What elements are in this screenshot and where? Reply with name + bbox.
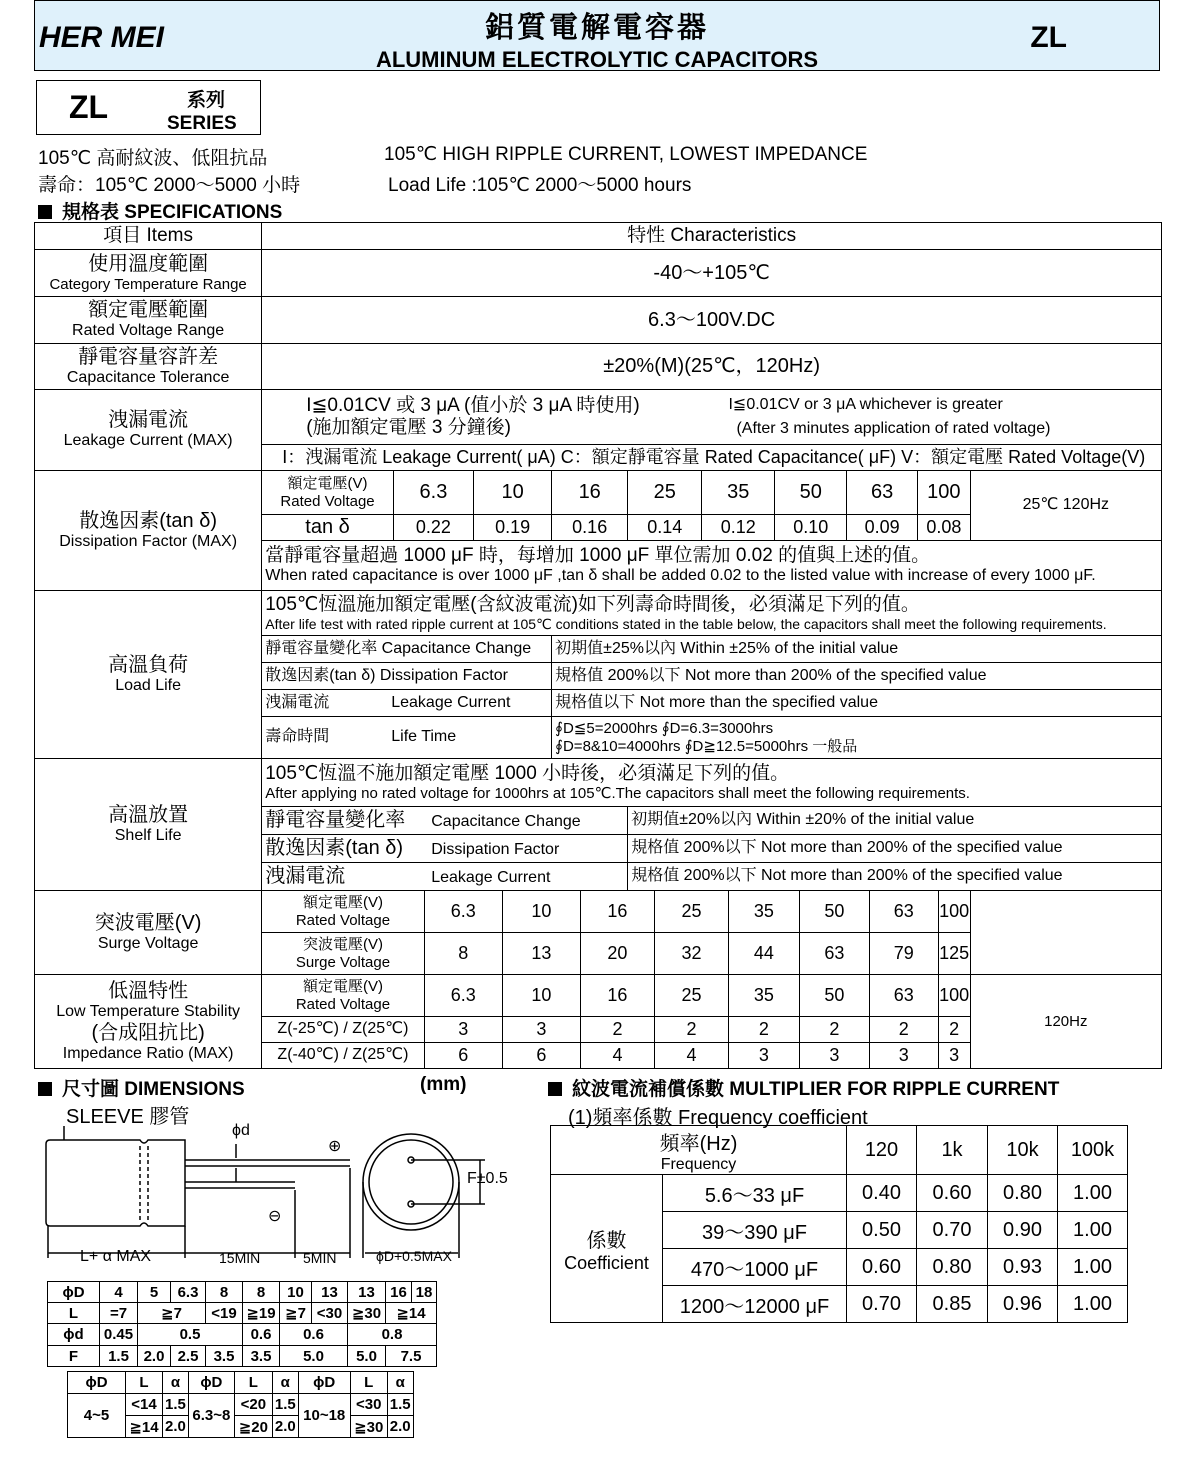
z25-label: Z(-25℃) / Z(25℃) (262, 1017, 424, 1043)
dt1-header-l: L (48, 1303, 100, 1324)
series-cn: 系列 (187, 90, 226, 111)
dt2-l-cell: ≧30 (350, 1416, 387, 1438)
dt1-pd-cell: 0.45 (100, 1324, 138, 1346)
voltage-range-value: 6.3～100V.DC (262, 297, 1162, 344)
dt1-d-cell: 13 (312, 1282, 348, 1303)
dt2-header-l: L (350, 1372, 387, 1394)
dt1-d-cell: 10 (280, 1282, 312, 1303)
dt1-header-f: F (48, 1346, 100, 1367)
minus-terminal-icon: ⊖ (268, 1208, 282, 1225)
dt2-range-cell: 10~18 (298, 1394, 350, 1438)
dt1-l-cell: ≧7 (280, 1303, 312, 1324)
dt1-d-cell: 6.3 (171, 1282, 206, 1303)
dt2-a-cell: 1.5 (272, 1394, 298, 1416)
dt2-header-a: α (387, 1372, 413, 1394)
z25-cell: 2 (728, 1017, 799, 1043)
coefficient-header: 係數 Coefficient (551, 1175, 663, 1323)
low-temp-label: 低溫特性 Low Temperature Stability (合成阻抗比) Impedance Ratio (MAX) (35, 975, 262, 1069)
title-english: ALUMINUM ELECTROLYTIC CAPACITORS (375, 47, 819, 72)
z40-cell: 6 (502, 1043, 580, 1069)
df-volt-cell: 63 (847, 471, 918, 515)
cap-range-cell: 1200～12000 μF (663, 1286, 847, 1323)
df-volt-cell: 35 (702, 471, 775, 515)
coef-cell: 0.40 (847, 1175, 917, 1212)
surge-volt-cell: 6.3 (424, 891, 502, 933)
z25-cell: 2 (938, 1017, 970, 1043)
dt1-pd-cell: 0.6 (280, 1324, 348, 1346)
dt1-f-cell: 7.5 (386, 1346, 437, 1367)
lt-volt-cell: 16 (580, 975, 654, 1017)
df-rv-label: 額定電壓(V) Rated Voltage (262, 471, 394, 515)
df-condition: 25℃ 120Hz (970, 471, 1161, 541)
z40-cell: 4 (580, 1043, 654, 1069)
dt1-f-cell: 2.0 (138, 1346, 171, 1367)
coef-cell: 1.00 (1058, 1212, 1128, 1249)
lt-condition: 120Hz (970, 975, 1161, 1069)
cap-range-cell: 39～390 μF (663, 1212, 847, 1249)
shelf-cap-change-value: 初期值±20%以內 Within ±20% of the initial value (628, 807, 1162, 835)
surge-volt-cell: 10 (502, 891, 580, 933)
leakage-label: 洩漏電流 Leakage Current (MAX) (35, 390, 262, 471)
items-header: 項目 Items (35, 223, 262, 250)
z40-cell: 4 (654, 1043, 728, 1069)
load-df-label: 散逸因素(tan δ) Dissipation Factor (262, 663, 552, 690)
surge-volt-cell: 63 (869, 891, 938, 933)
min15-label: 15MIN (219, 1250, 261, 1266)
surge-value-cell: 8 (424, 933, 502, 975)
lt-rv-label: 額定電壓(V) Rated Voltage (262, 975, 424, 1017)
freq-cell: 10k (988, 1126, 1058, 1175)
surge-label: 突波電壓(V) Surge Voltage (35, 891, 262, 975)
coef-cell: 0.90 (988, 1212, 1058, 1249)
df-volt-cell: 100 (918, 471, 970, 515)
dt1-l-cell: <19 (206, 1303, 243, 1324)
min5-label: 5MIN (303, 1250, 337, 1266)
feature-cn-2: 壽命：105℃ 2000～5000 小時 (38, 175, 301, 196)
freq-cell: 1k (917, 1126, 988, 1175)
leakage-legend: I：洩漏電流 Leakage Current( μA) C：額定靜電容量 Rated Capacitance( μF) V：額定電壓 Rated Voltage(V) (262, 445, 1162, 471)
dimension-table-1 (47, 1281, 437, 1367)
freq-cell: 100k (1058, 1126, 1128, 1175)
characteristics-header: 特性 Characteristics (262, 223, 1162, 250)
surge-rv-label: 額定電壓(V) Rated Voltage (262, 891, 424, 933)
dt2-a-cell: 1.5 (163, 1394, 189, 1416)
dt1-l-cell: ≧7 (138, 1303, 206, 1324)
shelf-df-value: 規格值 200%以下 Not more than 200% of the specified value (628, 835, 1162, 863)
diameter-max-label: ϕD+0.5MAX (376, 1248, 452, 1264)
surge-value-cell: 44 (728, 933, 799, 975)
dt2-range-cell: 6.3~8 (188, 1394, 234, 1438)
dt1-l-cell: ≧14 (386, 1303, 437, 1324)
shelf-cap-change-label: 靜電容量變化率 Capacitance Change (262, 807, 628, 835)
dt2-a-cell: 2.0 (163, 1416, 189, 1438)
dt2-a-cell: 1.5 (387, 1394, 413, 1416)
surge-volt-cell: 16 (580, 891, 654, 933)
z40-cell: 3 (799, 1043, 869, 1069)
coef-cell: 0.70 (847, 1286, 917, 1323)
dt1-pd-cell: 0.5 (138, 1324, 243, 1346)
title-chinese: 鋁質電解電容器 (484, 10, 709, 44)
tolerance-value: ±20%(M)(25℃，120Hz) (262, 344, 1162, 390)
load-leak-label: 洩漏電流 Leakage Current (262, 690, 552, 717)
dt2-l-cell: <14 (126, 1394, 163, 1416)
surge-volt-cell: 35 (728, 891, 799, 933)
dt2-a-cell: 2.0 (272, 1416, 298, 1438)
coef-cell: 0.80 (988, 1175, 1058, 1212)
coef-cell: 0.70 (917, 1212, 988, 1249)
pitch-label: F±0.5 (467, 1170, 508, 1187)
surge-volt-cell: 25 (654, 891, 728, 933)
coef-cell: 1.00 (1058, 1175, 1128, 1212)
shelf-life-label: 高溫放置 Shelf Life (35, 759, 262, 891)
dt1-header-d: ϕD (48, 1282, 100, 1303)
surge-sv-label: 突波電壓(V) Surge Voltage (262, 933, 424, 975)
dt2-header-l: L (234, 1372, 272, 1394)
spec-title: 規格表 SPECIFICATIONS (38, 197, 282, 224)
coef-cell: 0.60 (847, 1249, 917, 1286)
dt1-d-cell: 8 (206, 1282, 243, 1303)
df-value-cell: 0.12 (702, 515, 775, 541)
ripple-table (550, 1125, 1128, 1323)
load-lifetime-value: ∮D≦5=2000hrs ∮D=6.3=3000hrs ∮D=8&10=4000hrs ∮D≧12.5=5000hrs 一般品 (552, 717, 1162, 759)
dimensions-unit: (mm) (420, 1074, 467, 1095)
z25-cell: 2 (869, 1017, 938, 1043)
series-en: SERIES (167, 113, 237, 134)
temp-range-value: -40～+105℃ (262, 250, 1162, 297)
z40-cell: 3 (869, 1043, 938, 1069)
dt1-f-cell: 3.5 (243, 1346, 280, 1367)
df-volt-cell: 16 (552, 471, 628, 515)
z25-cell: 3 (424, 1017, 502, 1043)
brand-name: HER MEI (39, 21, 165, 54)
df-note: 當靜電容量超過 1000 μF 時，每增加 1000 μF 單位需加 0.02 的值與上述的值。 When rated capacitance is over 1000 μF ,tan δ shall be added 0.02 to the listed value with increase of every 1000 μF. (262, 541, 1162, 591)
dt2-header-d: ϕD (188, 1372, 234, 1394)
leakage-formula-cn: I≦0.01CV 或 3 μA (值小於 3 μA 時使用) (施加額定電壓 3 分鐘後) (262, 390, 729, 445)
coef-cell: 0.80 (917, 1249, 988, 1286)
dt2-header-l: L (126, 1372, 163, 1394)
lt-volt-cell: 35 (728, 975, 799, 1017)
df-volt-cell: 50 (775, 471, 847, 515)
dt2-l-cell: <20 (234, 1394, 272, 1416)
df-volt-cell: 25 (628, 471, 702, 515)
df-value-cell: 0.22 (393, 515, 473, 541)
coef-cell: 0.50 (847, 1212, 917, 1249)
z25-cell: 3 (502, 1017, 580, 1043)
df-label: 散逸因素(tan δ) Dissipation Factor (MAX) (35, 471, 262, 591)
z25-cell: 2 (654, 1017, 728, 1043)
dt1-pd-cell: 0.6 (243, 1324, 280, 1346)
shelf-leak-value: 規格值 200%以下 Not more than 200% of the specified value (628, 863, 1162, 891)
dt2-l-cell: <30 (350, 1394, 387, 1416)
z40-cell: 6 (424, 1043, 502, 1069)
z25-cell: 2 (580, 1017, 654, 1043)
df-value-cell: 0.16 (552, 515, 628, 541)
df-value-cell: 0.19 (474, 515, 552, 541)
dt1-f-cell: 5.0 (348, 1346, 386, 1367)
surge-value-cell: 13 (502, 933, 580, 975)
z40-cell: 3 (938, 1043, 970, 1069)
sleeve-label: SLEEVE 膠管 (66, 1106, 190, 1128)
feature-en-1: 105℃ HIGH RIPPLE CURRENT, LOWEST IMPEDANCE (384, 144, 868, 165)
dt2-a-cell: 2.0 (387, 1416, 413, 1438)
surge-volt-cell: 100 (938, 891, 970, 933)
load-cap-change-label: 靜電容量變化率 Capacitance Change (262, 636, 552, 663)
dt2-header-d: ϕD (298, 1372, 350, 1394)
freq-header: 頻率(Hz) Frequency (551, 1126, 847, 1175)
lt-volt-cell: 25 (654, 975, 728, 1017)
df-volt-cell: 10 (474, 471, 552, 515)
square-bullet-icon (548, 1082, 562, 1096)
load-cap-change-value: 初期值±25%以內 Within ±25% of the initial value (552, 636, 1162, 663)
freq-cell: 120 (847, 1126, 917, 1175)
dt1-l-cell: ≧19 (243, 1303, 280, 1324)
dt1-f-cell: 2.5 (171, 1346, 206, 1367)
dt1-f-cell: 5.0 (280, 1346, 348, 1367)
feature-cn-1: 105℃ 高耐紋波、低阻抗品 (38, 148, 268, 169)
cap-range-cell: 5.6～33 μF (663, 1175, 847, 1212)
dt2-header-a: α (163, 1372, 189, 1394)
coef-cell: 0.85 (917, 1286, 988, 1323)
length-label: L+ α MAX (80, 1248, 152, 1265)
shelf-life-header: 105℃恆溫不施加額定電壓 1000 小時後，必須滿足下列的值。 After applying no rated voltage for 1000hrs at 105℃.The capacitors shall meet the following requirements. (262, 759, 1162, 807)
load-life-label: 高溫負荷 Load Life (35, 591, 262, 759)
dt1-d-cell: 13 (348, 1282, 386, 1303)
series-name: ZL (69, 89, 109, 125)
z40-label: Z(-40℃) / Z(25℃) (262, 1043, 424, 1069)
dt2-range-cell: 4~5 (68, 1394, 126, 1438)
coef-cell: 1.00 (1058, 1286, 1128, 1323)
dt2-header-a: α (272, 1372, 298, 1394)
dt1-d-cell: 16 (386, 1282, 412, 1303)
df-volt-cell: 6.3 (393, 471, 473, 515)
df-value-cell: 0.14 (628, 515, 702, 541)
dt1-header-pd: ϕd (48, 1324, 100, 1346)
coef-cell: 1.00 (1058, 1249, 1128, 1286)
load-life-header: 105℃恆溫施加額定電壓(含紋波電流)如下列壽命時間後，必須滿足下列的值。 After life test with rated ripple current at 105℃ conditions stated in the table below, the capacitors shall meet the following requirements. (262, 591, 1162, 636)
shelf-leak-label: 洩漏電流 Leakage Current (262, 863, 628, 891)
header-banner (34, 0, 1160, 71)
square-bullet-icon (38, 205, 52, 219)
dt1-d-cell: 4 (100, 1282, 138, 1303)
lt-volt-cell: 100 (938, 975, 970, 1017)
surge-volt-cell: 50 (799, 891, 869, 933)
cap-range-cell: 470～1000 μF (663, 1249, 847, 1286)
ripple-subtitle: (1)頻率係數 Frequency coefficient (568, 1107, 868, 1129)
voltage-range-label: 額定電壓範圍 Rated Voltage Range (35, 297, 262, 344)
coef-cell: 0.93 (988, 1249, 1058, 1286)
load-leak-value: 規格值以下 Not more than the specified value (552, 690, 1162, 717)
surge-value-cell: 125 (938, 933, 970, 975)
dimension-table-2 (67, 1371, 414, 1438)
dt1-l-cell: =7 (100, 1303, 138, 1324)
df-value-cell: 0.08 (918, 515, 970, 541)
surge-blank (970, 891, 1161, 975)
coef-cell: 0.60 (917, 1175, 988, 1212)
plus-terminal-icon: ⊕ (328, 1138, 342, 1155)
df-tan-label: tan δ (262, 515, 394, 541)
dt2-l-cell: ≧14 (126, 1416, 163, 1438)
lt-volt-cell: 50 (799, 975, 869, 1017)
surge-value-cell: 79 (869, 933, 938, 975)
leakage-formula-en: I≦0.01CV or 3 μA whichever is greater (After 3 minutes application of rated voltage) (728, 390, 1161, 445)
shelf-df-label: 散逸因素(tan δ) Dissipation Factor (262, 835, 628, 863)
lt-volt-cell: 63 (869, 975, 938, 1017)
lt-volt-cell: 10 (502, 975, 580, 1017)
dt1-l-cell: <30 (312, 1303, 348, 1324)
surge-value-cell: 32 (654, 933, 728, 975)
spec-table (34, 222, 1162, 1069)
dimensions-title: 尺寸圖 DIMENSIONS (38, 1074, 245, 1101)
dt1-d-cell: 8 (243, 1282, 280, 1303)
dt2-header-d: ϕD (68, 1372, 126, 1394)
dt1-pd-cell: 0.8 (348, 1324, 437, 1346)
lead-diameter-label: ϕd (232, 1122, 250, 1139)
dt2-l-cell: ≧20 (234, 1416, 272, 1438)
tolerance-label: 靜電容量容許差 Capacitance Tolerance (35, 344, 262, 390)
dt1-f-cell: 3.5 (206, 1346, 243, 1367)
series-box (36, 80, 261, 135)
df-value-cell: 0.10 (775, 515, 847, 541)
square-bullet-icon (38, 1082, 52, 1096)
load-lifetime-label: 壽命時間 Life Time (262, 717, 552, 759)
load-df-value: 規格值 200%以下 Not more than 200% of the specified value (552, 663, 1162, 690)
surge-value-cell: 20 (580, 933, 654, 975)
df-value-cell: 0.09 (847, 515, 918, 541)
z25-cell: 2 (799, 1017, 869, 1043)
z40-cell: 3 (728, 1043, 799, 1069)
dt1-l-cell: ≧30 (348, 1303, 386, 1324)
surge-value-cell: 63 (799, 933, 869, 975)
lt-volt-cell: 6.3 (424, 975, 502, 1017)
feature-en-2: Load Life :105℃ 2000～5000 hours (388, 175, 692, 196)
series-code: ZL (1030, 21, 1067, 54)
temp-range-label: 使用溫度範圍 Category Temperature Range (35, 250, 262, 297)
ripple-title: 紋波電流補償係數 MULTIPLIER FOR RIPPLE CURRENT (548, 1074, 1059, 1101)
coef-cell: 0.96 (988, 1286, 1058, 1323)
dt1-f-cell: 1.5 (100, 1346, 138, 1367)
dt1-d-cell: 5 (138, 1282, 171, 1303)
dt1-d-cell: 18 (412, 1282, 437, 1303)
